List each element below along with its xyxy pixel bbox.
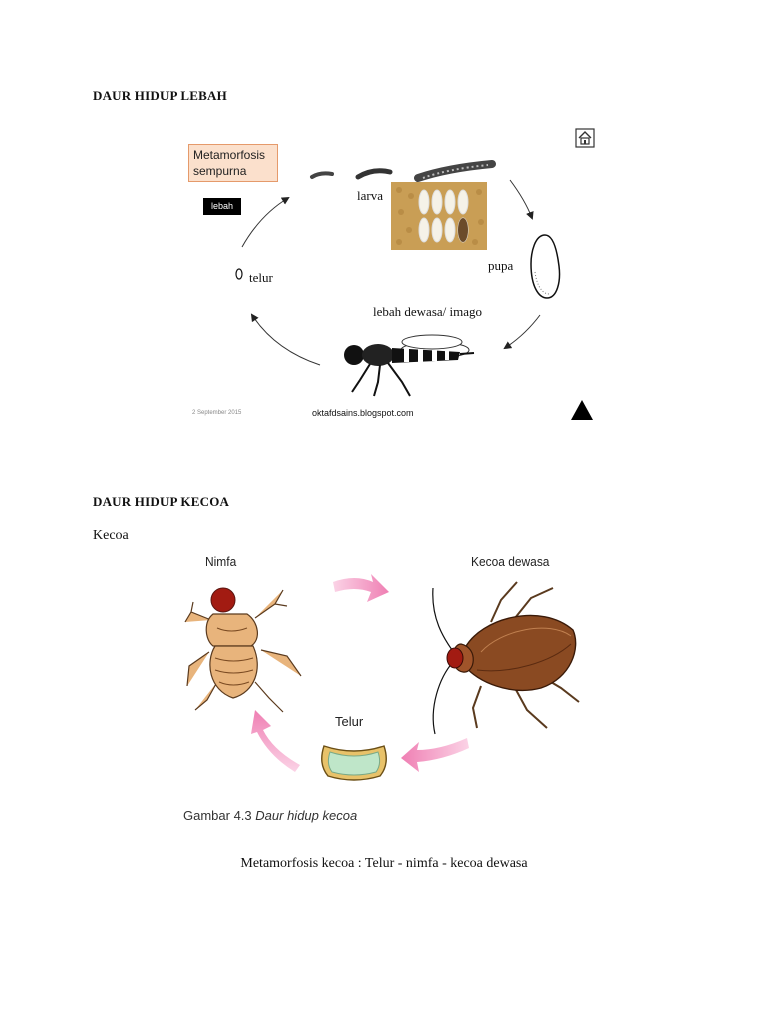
arrow-adult-to-egg [401, 738, 469, 772]
figure-caption-prefix: Gambar 4.3 [183, 808, 252, 823]
ootheca-drawing [318, 734, 390, 784]
egg-label: telur [249, 270, 273, 285]
pupa-drawing [525, 232, 565, 302]
source-text: oktafdsains.blogspot.com [312, 408, 414, 418]
arrow-nimfa-to-adult [333, 574, 389, 602]
pupa-label: pupa [488, 258, 514, 273]
kecoa-dewasa-label: Kecoa dewasa [471, 554, 550, 569]
nymph-drawing [183, 582, 313, 722]
nimfa-label: Nimfa [205, 554, 237, 569]
larva-label: larva [357, 188, 383, 203]
telur-label: Telur [335, 714, 364, 729]
figure-caption-title: Daur hidup kecoa [255, 808, 358, 823]
metamorphosis-box: Metamorfosis sempurna [188, 144, 278, 182]
cockroach-intro: Kecoa [93, 528, 129, 543]
cockroach-lifecycle-figure [175, 550, 585, 835]
bee-heading: DAUR HIDUP LEBAH [93, 88, 227, 103]
cockroach-summary: Metamorfosis kecoa : Telur - nimfa - kecoa dewasa [240, 856, 528, 871]
egg-drawing [235, 268, 243, 280]
adult-cockroach-drawing [421, 578, 583, 738]
figure-caption [183, 808, 357, 823]
cockroach-heading: DAUR HIDUP KECOA [93, 494, 230, 509]
date-text: 2 September 2015 [192, 410, 242, 416]
lebah-tag: lebah [203, 198, 241, 215]
adult-bee-label: lebah dewasa/ imago [373, 304, 483, 319]
honeycomb-photo [391, 182, 487, 250]
adult-bee-drawing [340, 330, 480, 405]
